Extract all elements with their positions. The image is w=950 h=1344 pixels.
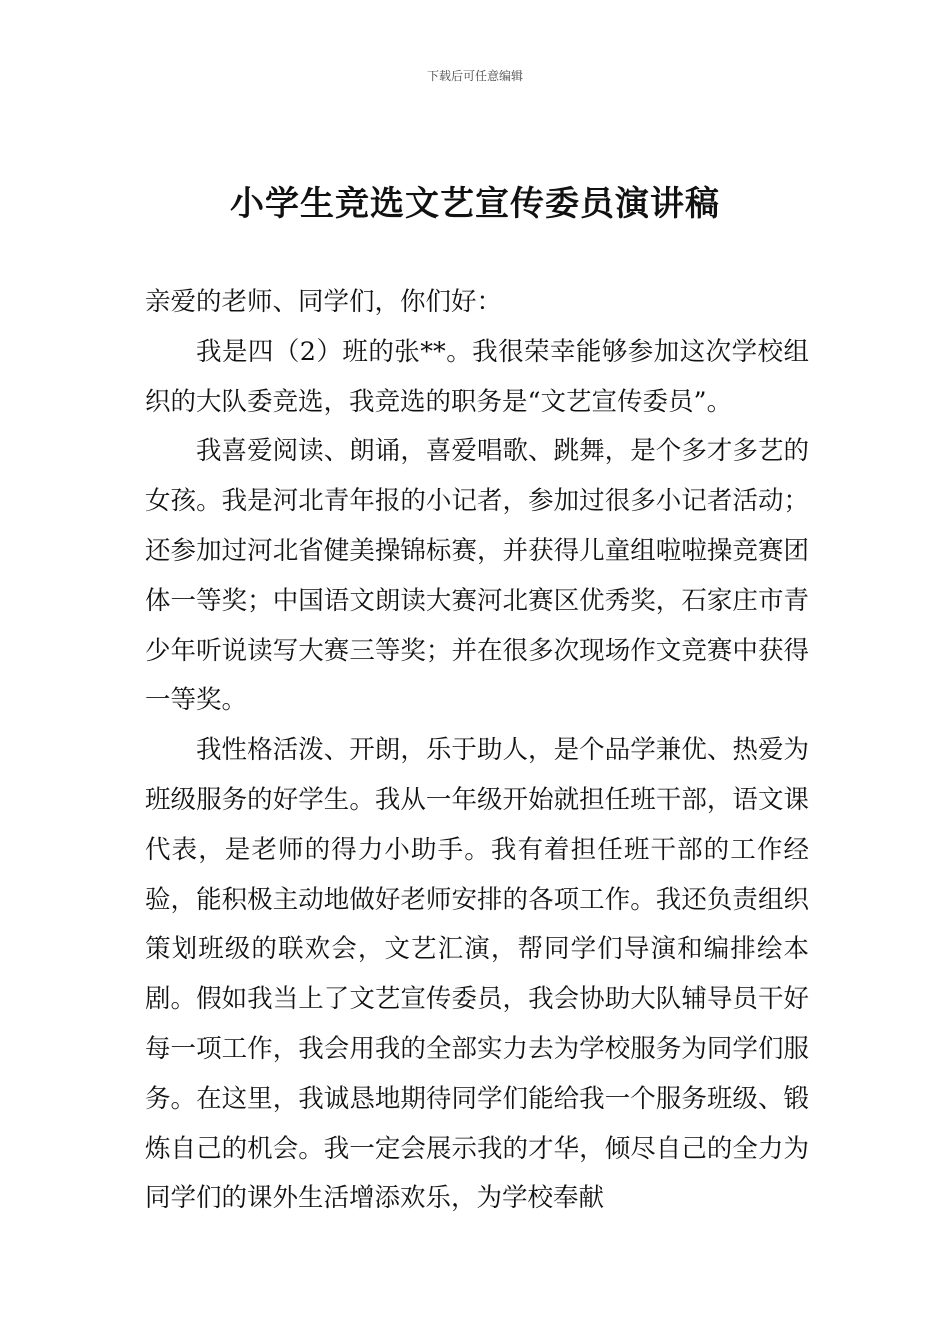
header-note: 下载后可任意编辑 — [426, 69, 523, 83]
page-title: 小学生竞选文艺宣传委员演讲稿 — [230, 184, 720, 224]
paragraph-1: 我是四（2）班的张**。我很荣幸能够参加这次学校组织的大队委竞选，我竞选的职务是“文艺宣传委员”。 — [145, 336, 809, 417]
paragraph-3: 我性格活泼、开朗，乐于助人，是个品学兼优、热爱为班级服务的好学生。我从一年级开始就担任班干部，语文课代表，是老师的得力小助手。我有着担任班干部的工作经验，能积极主动地做好老师安排的各项工作。我还负责组织策划班级的联欢会，文艺汇演，帮同学们导演和编排绘本剧。假如我当上了文艺宣传委员，我会协助大队辅导员干好每一项工作，我会用我的全部实力去为学校服务为同学们服务。在这里，我诚恳地期待同学们能给我一个服务班级、锻炼自己的机会。我一定会展示我的才华，倾尽自己的全力为同学们的课外生活增添欢乐，为学校奉献 — [145, 735, 809, 1214]
document-body — [145, 278, 809, 1224]
paragraph-2: 我喜爱阅读、朗诵，喜爱唱歌、跳舞，是个多才多艺的女孩。我是河北青年报的小记者，参加过很多小记者活动；还参加过河北省健美操锦标赛，并获得儿童组啦啦操竞赛团体一等奖；中国语文朗读大赛河北赛区优秀奖，石家庄市青少年听说读写大赛三等奖；并在很多次现场作文竞赛中获得一等奖。 — [145, 436, 809, 716]
greeting: 亲爱的老师、同学们，你们好： — [145, 287, 503, 317]
